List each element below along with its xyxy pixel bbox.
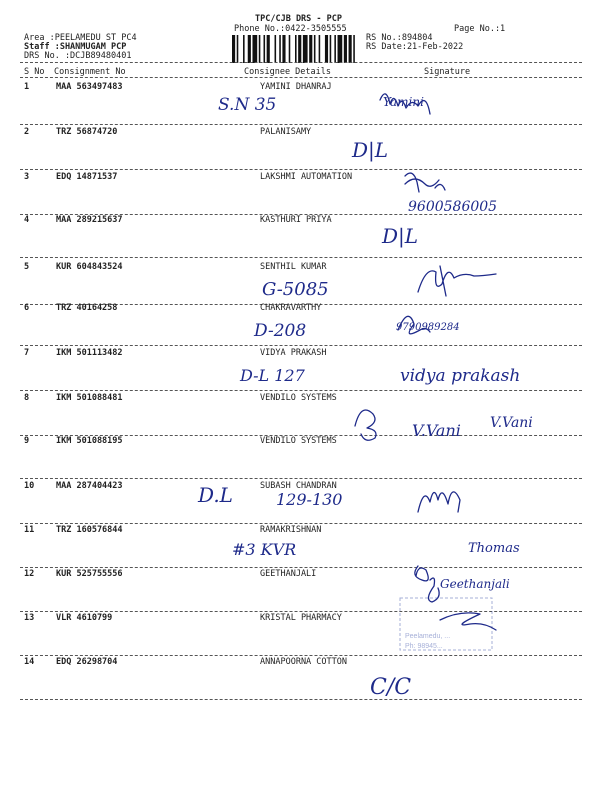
handwritten-note: G-5085: [262, 279, 329, 300]
row-sno: 6: [24, 303, 30, 313]
handwritten-note: #3 KVR: [232, 540, 297, 559]
row-consignee: YAMINI DHANRAJ: [260, 82, 332, 92]
area-label: Area :PEELAMEDU ST PC4: [24, 33, 137, 43]
row-consignment: IKM 501088481: [56, 393, 123, 403]
stamp-line: Peelamedu, ...: [405, 633, 451, 640]
row-sno: 4: [24, 215, 30, 225]
row-consignee: PALANISAMY: [260, 127, 312, 137]
signature-mark: V.Vani: [412, 421, 461, 440]
row-sno: 8: [24, 393, 30, 403]
handwritten-note: D.L: [198, 483, 233, 507]
signature-mark: Yamini: [383, 95, 424, 109]
row-sno: 10: [24, 481, 35, 491]
col-consignment: Consignment No: [54, 67, 126, 77]
row-consignee: VENDILO SYSTEMS: [260, 436, 337, 446]
row-sno: 7: [24, 348, 30, 358]
row-consignment: KUR 604843524: [56, 262, 123, 272]
row-consignee: VIDYA PRAKASH: [260, 348, 327, 358]
handwritten-note: 129-130: [276, 490, 343, 509]
row-sno: 5: [24, 262, 30, 272]
row-consignment: MAA 289215637: [56, 215, 123, 225]
handwritten-phone: 9600586005: [408, 199, 498, 215]
row-consignment: TRZ 56874720: [56, 127, 118, 137]
row-sno: 9: [24, 436, 30, 446]
col-consignee: Consignee Details: [244, 67, 331, 77]
row-consignee: SENTHIL KUMAR: [260, 262, 327, 272]
row-sno: 2: [24, 127, 30, 137]
handwritten-note: D|L: [382, 224, 419, 248]
handwritten-note: D-L 127: [240, 366, 305, 385]
row-consignee: ANNAPOORNA COTTON: [260, 657, 347, 667]
signature-scribble: [418, 266, 496, 296]
signature-mark: V.Vani: [490, 415, 533, 431]
stamp-line: Ph: 98945...: [405, 643, 443, 650]
col-sno: S No: [24, 67, 45, 77]
handwritten-note: C/C: [370, 675, 412, 700]
row-sno: 12: [24, 569, 35, 579]
signature-mark: Geethanjali: [440, 577, 510, 591]
handwritten-note: S.N 35: [218, 95, 277, 115]
signature-scribble: [355, 410, 376, 440]
row-consignment: EDQ 26298704: [56, 657, 118, 667]
signature-mark: vidya prakash: [400, 366, 521, 386]
row-consignee: CHAKRAVARTHY: [260, 303, 322, 313]
row-sno: 13: [24, 613, 35, 623]
row-sno: 1: [24, 82, 30, 92]
signature-scribble: [440, 613, 496, 630]
row-consignee: LAKSHMI AUTOMATION: [260, 172, 353, 182]
row-consignment: IKM 501113482: [56, 348, 123, 358]
row-consignee: KASTHURI PRIYA: [260, 215, 332, 225]
rs-date: RS Date:21-Feb-2022: [366, 42, 464, 52]
signature-scribble: [415, 566, 439, 602]
row-consignment: TRZ 160576844: [56, 525, 123, 535]
rs-number: RS No.:894804: [366, 33, 433, 43]
drs-number: DRS No. :DCJB89480401: [24, 51, 132, 61]
signature-mark: Thomas: [468, 541, 520, 556]
row-consignee: SUBASH CHANDRAN: [260, 481, 337, 491]
row-consignee: KRISTAL PHARMACY: [260, 613, 342, 623]
row-consignee: VENDILO SYSTEMS: [260, 393, 337, 403]
col-signature: Signature: [424, 67, 471, 77]
signature-scribble: [405, 173, 445, 192]
handwritten-phone: 9790989284: [396, 322, 460, 333]
row-sno: 11: [24, 525, 35, 535]
row-consignment: EDQ 14871537: [56, 172, 118, 182]
page-number: Page No.:1: [454, 24, 506, 34]
row-consignment: VLR 4610799: [56, 613, 113, 623]
row-consignment: MAA 563497483: [56, 82, 123, 92]
drs-title: TPC/CJB DRS - PCP: [255, 14, 342, 24]
row-sno: 3: [24, 172, 30, 182]
row-consignment: MAA 287404423: [56, 481, 123, 491]
row-consignment: KUR 525755556: [56, 569, 123, 579]
handwritten-note: D|L: [352, 138, 389, 162]
row-consignment: TRZ 40164258: [56, 303, 118, 313]
row-consignment: IKM 501088195: [56, 436, 123, 446]
handwritten-note: D-208: [254, 321, 307, 341]
phone-number: Phone No.:0422-3505555: [234, 24, 347, 34]
row-consignee: GEETHANJALI: [260, 569, 317, 579]
row-sno: 14: [24, 657, 35, 667]
staff-label: Staff :SHANMUGAM PCP: [24, 42, 127, 52]
signature-scribble: [418, 492, 460, 512]
row-consignee: RAMAKRISHNAN: [260, 525, 322, 535]
